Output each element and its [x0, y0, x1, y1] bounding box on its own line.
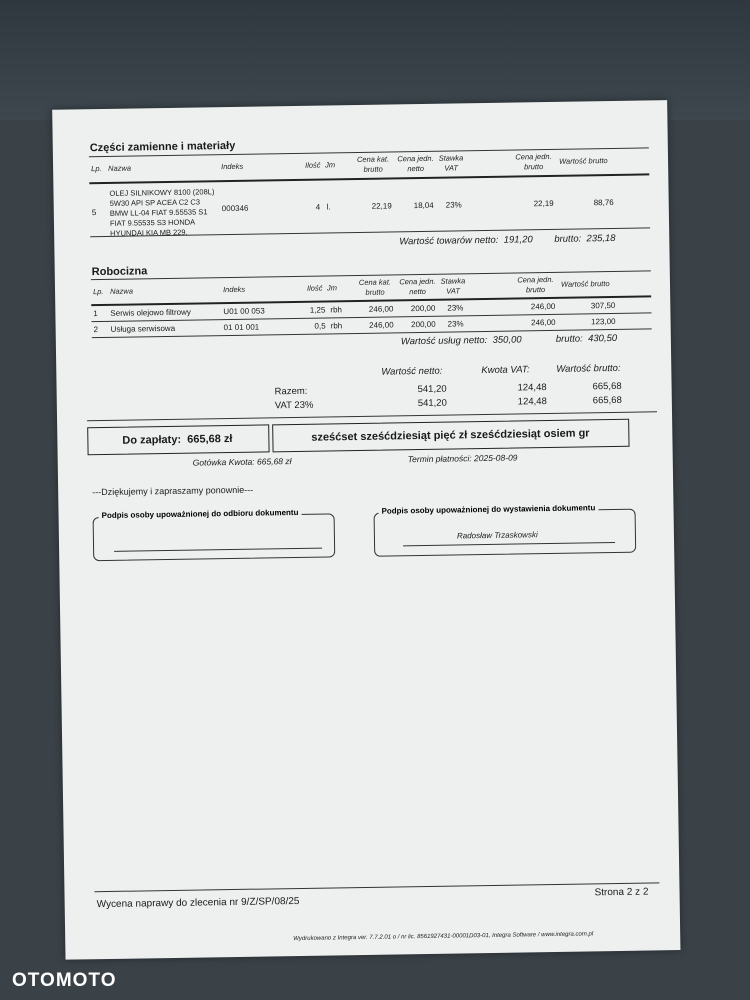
row-qty: 1,25 — [309, 305, 326, 315]
header-list-price: Cena kat. brutto — [358, 277, 392, 297]
parts-total-net: Wartość towarów netto: 191,20 — [399, 234, 533, 248]
header-unit-gross: Cena jedn. brutto — [517, 274, 554, 295]
amount-due-box — [87, 424, 269, 455]
summary-gross-header: Wartość brutto: — [556, 362, 621, 375]
header-lp: Lp. — [91, 164, 102, 174]
header-unit: Jm — [325, 160, 336, 170]
header-value-gross: Wartość brutto — [558, 156, 608, 166]
header-name: Nazwa — [109, 286, 134, 296]
header-vat: Stawka VAT — [440, 276, 466, 296]
parts-total-gross: brutto: 235,18 — [554, 232, 616, 245]
issuer-signature-title: Podpis osoby upoważnionej do wystawienia dokumentu — [378, 503, 598, 515]
header-lp: Lp. — [92, 286, 104, 297]
header-name: Nazwa — [108, 163, 132, 173]
row-unit-price: 200,00 — [410, 303, 436, 314]
row-vat: 23% — [445, 200, 462, 210]
labor-total-gross: brutto: 430,50 — [555, 332, 618, 345]
issuer-signature-box — [374, 509, 637, 557]
header-unit-price: Cena jedn. netto — [399, 276, 436, 297]
header-unit-price: Cena jedn. netto — [397, 153, 434, 174]
summary-row: Razem: 541,20 124,48 665,68 — [274, 380, 622, 398]
receiver-signature-title: Podpis osoby upoważnionej do odbioru dokumentu — [98, 508, 301, 520]
row-list-price: 246,00 — [369, 320, 394, 330]
row-unit: l. — [326, 202, 331, 212]
row-qty: 0,5 — [314, 321, 326, 331]
divider — [89, 173, 649, 184]
amount-in-words: sześćset sześćdziesiąt pięć zł sześćdziesiąt osiem gr — [311, 427, 590, 444]
row-qty: 4 — [315, 202, 321, 212]
row-lp: 5 — [91, 208, 97, 218]
row-list-price: 22,19 — [371, 201, 392, 211]
row-unit: rbh — [330, 305, 342, 315]
labor-total-net: Wartość usług netto: 350,00 — [400, 334, 522, 348]
row-index: U01 00 053 — [223, 306, 265, 317]
printed-by-note: Wydrukowano z Integra ver. 7.7.2.01 o / nr lic. 8561927431-00001D03-01, Integra Software / www.integra.com.pl — [293, 931, 594, 943]
row-unit-price: 18,04 — [413, 200, 434, 211]
summary-vat-header: Kwota VAT: — [481, 364, 530, 377]
row-name: OLEJ SILNIKOWY 8100 (208L) 5W30 API SP ACEA C2 C3 BMW LL-04 FIAT 9.55535 S1 FIAT 9.55535 S3 HONDA HYUNDAI KIA MB 229. — [109, 187, 215, 238]
row-lp: 2 — [93, 325, 99, 335]
header-list-price: Cena kat. brutto — [356, 154, 390, 174]
row-index: 01 01 001 — [223, 322, 260, 333]
labor-section-title: Robocizna — [91, 265, 148, 279]
payment-term: Termin płatności: 2025-08-09 — [407, 452, 518, 465]
header-index: Indeks — [222, 284, 246, 295]
row-lp: 1 — [93, 309, 98, 319]
divider — [94, 882, 659, 892]
header-unit-gross: Cena jedn. brutto — [515, 151, 552, 172]
row-vat: 23% — [447, 303, 464, 313]
amount-words-box — [272, 419, 629, 453]
row-name: Serwis olejowo filtrowy — [110, 307, 191, 318]
row-value-gross: 307,50 — [590, 300, 616, 311]
invoice-page — [52, 100, 680, 960]
row-value-gross: 88,76 — [593, 197, 614, 208]
signature-line — [114, 548, 322, 552]
row-index: 000346 — [221, 203, 249, 214]
header-value-gross: Wartość brutto — [560, 279, 610, 289]
amount-due: Do zapłaty: 665,68 zł — [122, 432, 233, 447]
order-reference: Wycena naprawy do zlecenia nr 9/Z/SP/08/25 — [96, 895, 300, 911]
row-value-gross: 123,00 — [591, 316, 616, 327]
summary-row: VAT 23% 541,20 124,48 665,68 — [274, 394, 622, 412]
row-unit-gross: 246,00 — [531, 317, 556, 328]
otomoto-watermark-logo: OTOMOTO — [12, 970, 117, 991]
thanks-note: ---Dziękujemy i zapraszamy ponownie--- — [92, 484, 254, 498]
row-unit-price: 200,00 — [411, 319, 436, 330]
summary-net-header: Wartość netto: — [381, 365, 443, 378]
receiver-signature-box — [93, 513, 336, 561]
header-vat: Stawka VAT — [438, 153, 464, 173]
row-name: Usługa serwisowa — [110, 323, 176, 334]
page-number: Strona 2 z 2 — [594, 886, 649, 899]
header-unit: Jm — [326, 283, 338, 293]
header-qty: Ilość — [306, 283, 323, 293]
row-vat: 23% — [447, 319, 464, 329]
header-qty: Ilość — [305, 160, 321, 170]
parts-section-title: Części zamienne i materiały — [89, 139, 236, 155]
cash-amount: Gotówka Kwota: 665,68 zł — [192, 456, 292, 468]
row-unit-gross: 246,00 — [530, 301, 556, 312]
row-list-price: 246,00 — [368, 304, 394, 314]
signature-line — [403, 542, 615, 546]
issuer-name: Radosław Trzaskowski — [456, 530, 538, 541]
row-unit-gross: 22,19 — [533, 198, 554, 209]
row-unit: rbh — [330, 321, 343, 331]
header-index: Indeks — [221, 161, 244, 172]
